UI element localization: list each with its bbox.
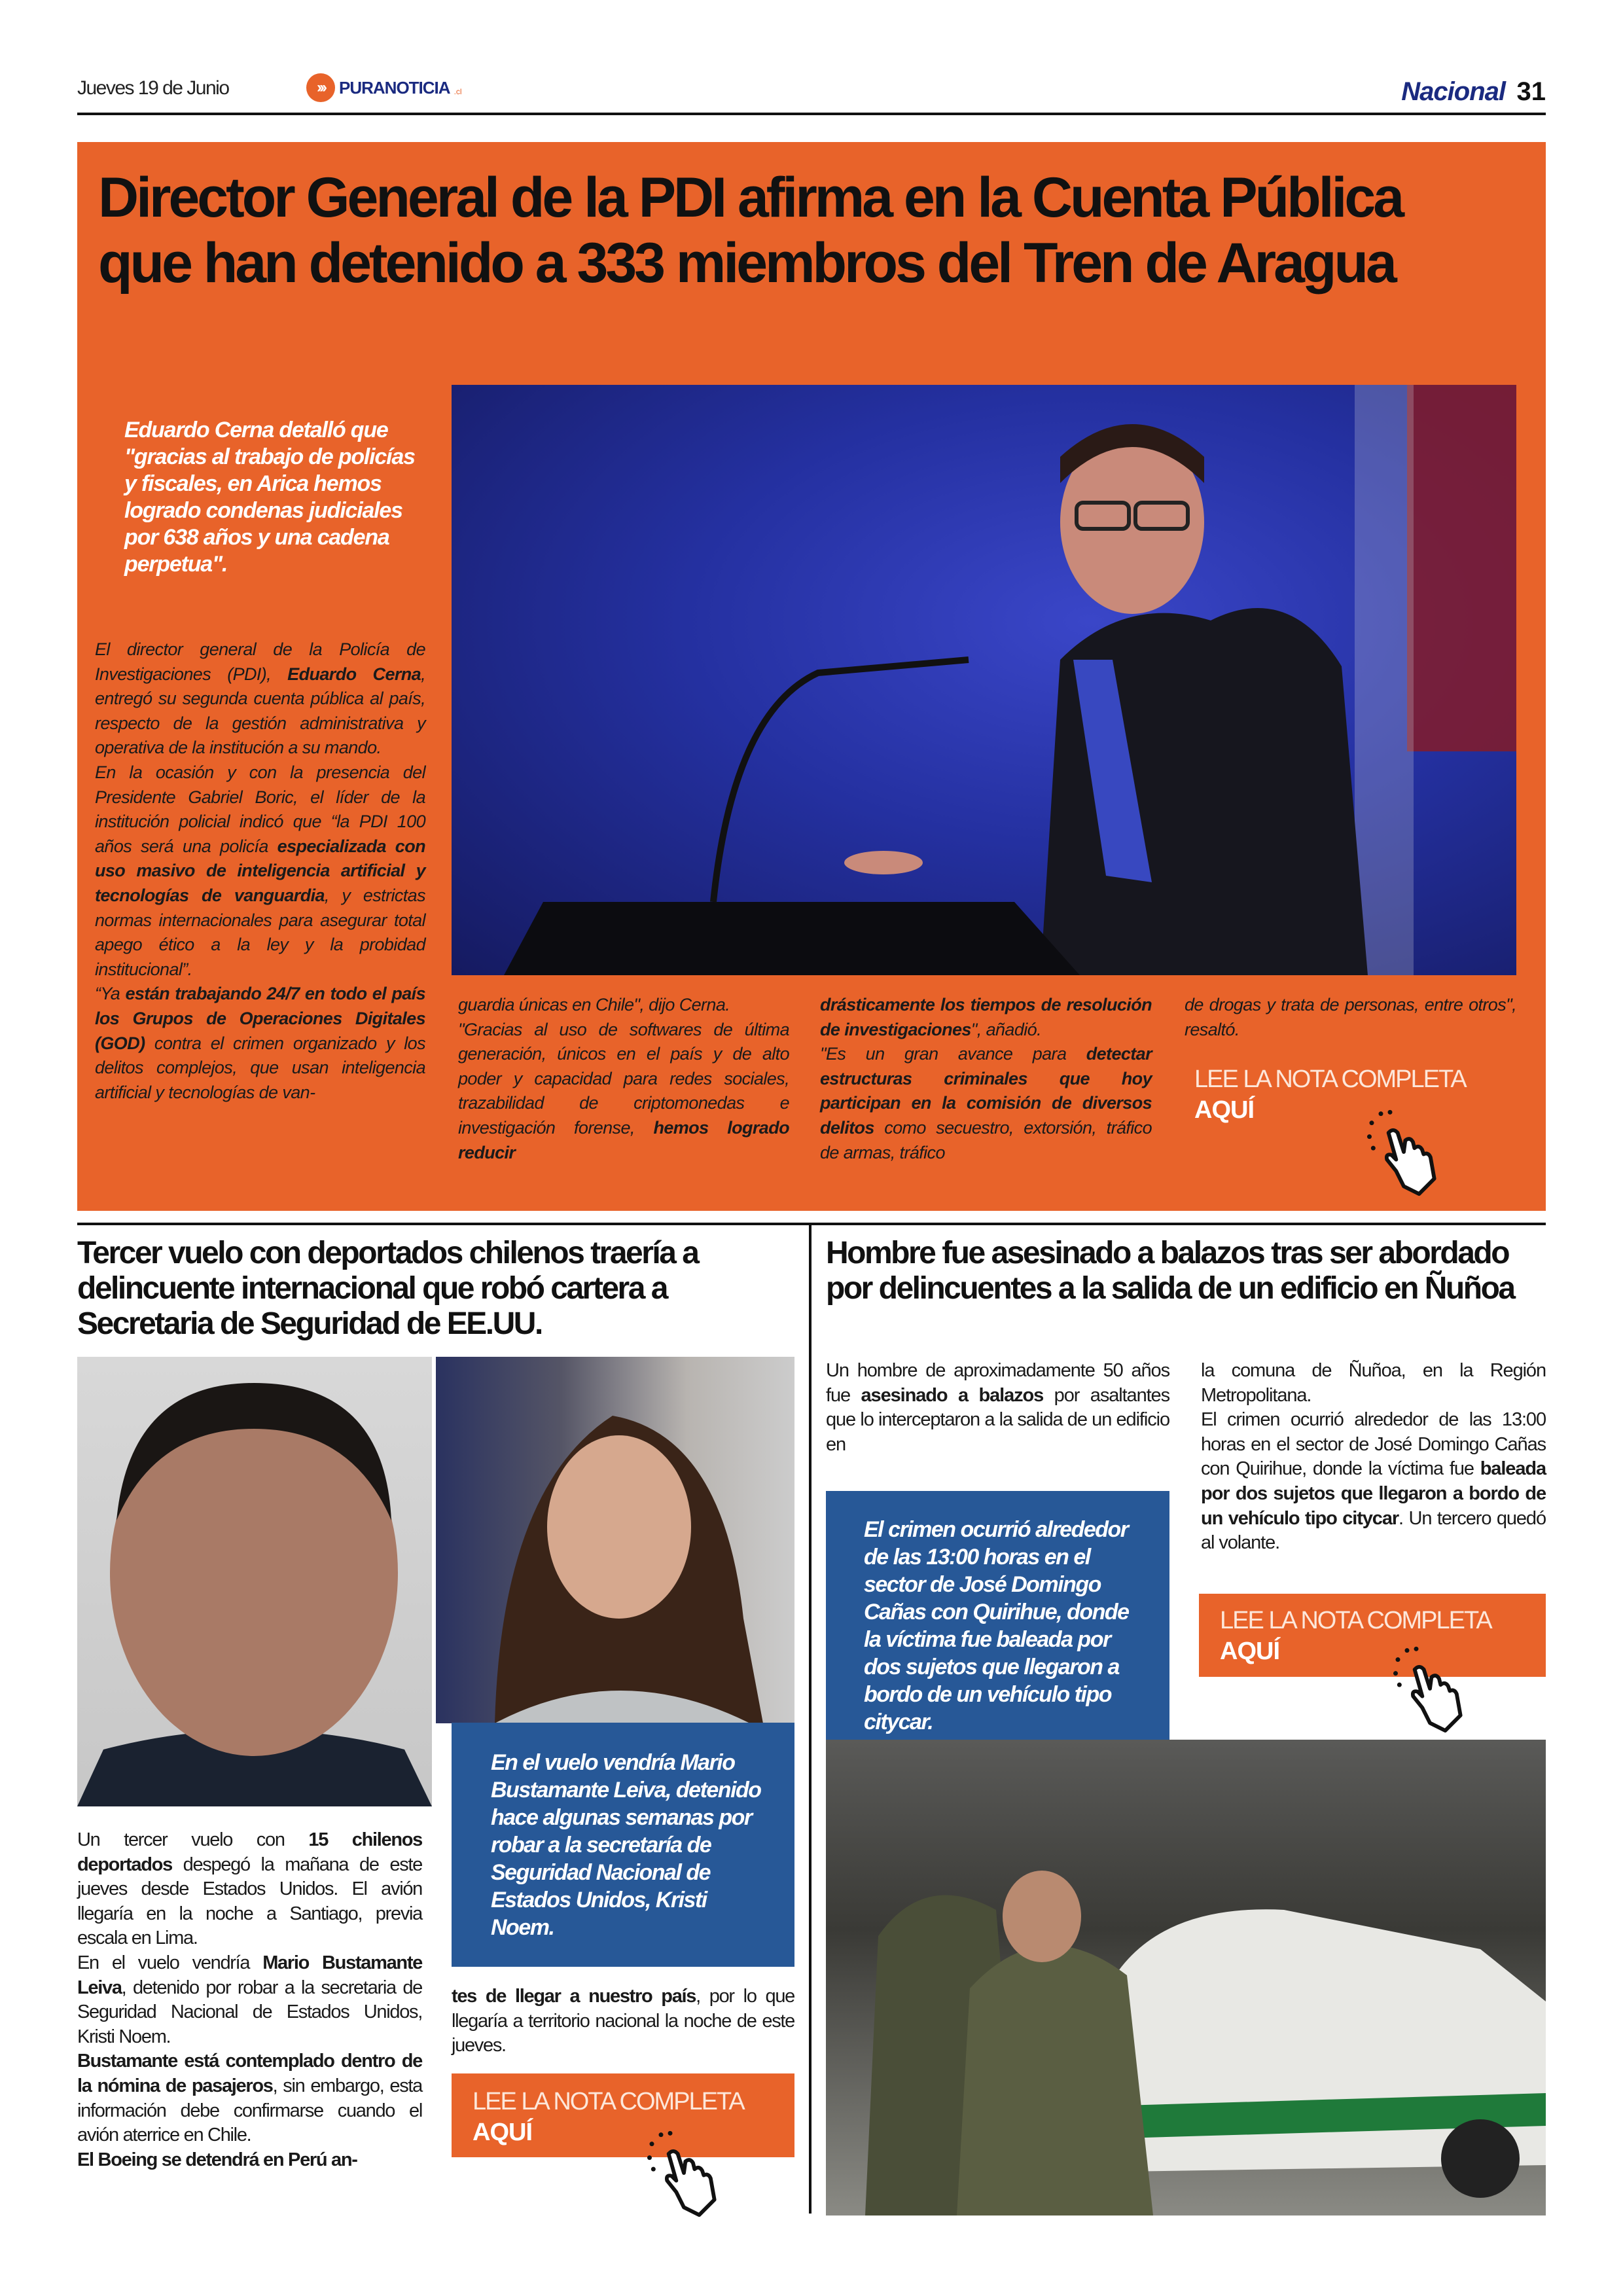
page-number: 31 [1516,77,1546,106]
cta-line2: AQUÍ [473,2119,532,2146]
main-body-col4 [1185,993,1516,1042]
pointing-hand-icon[interactable] [1348,1106,1459,1198]
paragraph [458,1018,789,1166]
bold-text: Mario Bustamante Leiva [77,1952,423,1998]
text: . Un tercero quedó al volante. [1201,1507,1546,1554]
text: por asaltantes que lo interceptaron a la salida de un edificio en [826,1384,1169,1455]
bold-text: detectar estructuras criminales que hoy participan en la comisión de diversos delitos [820,1044,1152,1138]
left-body-col2 [452,1984,794,2058]
text: , por lo que llegaría a territorio nacional la noche de este jueves. [452,1986,795,2056]
carabineros-photo [826,1740,1546,2215]
paragraph [1185,993,1516,1042]
paragraph [77,1951,422,2049]
logo-text: PURANOTICIA [339,77,450,98]
paragraph [820,993,1152,1042]
main-body-col1 [95,637,425,1105]
paragraph [95,761,425,982]
left-headline: Tercer vuelo con deportados chilenos traería a delincuente internacional que robó cartera a Secretaria de Seguridad de EE.UU. [77,1236,698,1341]
left-quote-box: En el vuelo vendría Mario Bustamante Leiva, detenido hace algunas semanas por robar a la secretaría de Seguridad Nacional de Estados Unidos, Kristi Noem. [452,1723,794,1967]
text: El crimen ocurrió alrededor de las 13:00 horas en el sector de José Domingo Cañas con Quirihue, donde la víctima fue [1201,1409,1546,1480]
logo-chevrons-icon: ››› [306,73,335,102]
text: , y estrictas normas internacionales para asegurar total apego ético a la ley y la probidad institucional”. [95,885,425,979]
paragraph [95,637,425,761]
bold-text: baleada por dos sujetos que llegaron a bordo de un vehículo tipo citycar [1201,1458,1546,1529]
text: "Es un gran avance para [820,1044,1086,1064]
text: "Gracias al uso de softwares de última generación, únicos en el país y de alto poder y capacidad para redes sociales, trazabilidad de criptomonedas e investigación forense, [458,1019,789,1138]
logo-suffix: .cl [454,87,462,96]
right-body-col2 [1201,1359,1546,1556]
bold-text: Eduardo Cerna [287,664,421,684]
cta-line2: AQUÍ [1194,1096,1254,1124]
main-body-col2 [458,993,789,1165]
paragraph [826,1359,1169,1457]
right-read-more-link[interactable] [1199,1594,1546,1677]
kristi-noem-photo [436,1357,794,1723]
column-divider [809,1225,812,2214]
text: la comuna de Ñuñoa, en la Región Metropolitana. [1201,1360,1546,1406]
bustamante-mugshot [77,1357,432,1806]
main-pull-quote: Eduardo Cerna detalló que "gracias al trabajo de policías y fiscales, en Arica hemos logrado condenas judiciales por 638 años y una cadena perpetua". [124,418,415,577]
text: Un hombre de aproximadamente 50 años fue [826,1360,1169,1406]
left-body-col1 [77,1828,422,2172]
main-body-col3 [820,993,1152,1165]
text: , sin embargo, esta información debe confirmarse cuando el avión aterrice en Chile. [77,2075,422,2146]
bold-text: drásticamente los tiempos de resolución de investigaciones [820,995,1152,1039]
header-divider [77,113,1546,115]
paragraph [820,1042,1152,1165]
text: como secuestro, extorsión, tráfico de armas, tráfico [820,1117,1152,1162]
text: “Ya [95,984,126,1004]
text: contra el crimen organizado y los delitos complejos, que usan inteligencia artificial y tecnologías de van- [95,1033,425,1102]
section-divider [77,1223,1546,1225]
text: despegó la mañana de este jueves desde Estados Unidos. El avión llegaría en la noche a Santiago, previa escala en Lima. [77,1854,422,1949]
bold-text: hemos logrado reducir [458,1117,789,1162]
right-headline: Hombre fue asesinado a balazos tras ser abordado por delincuentes a la salida de un edificio en Ñuñoa [826,1236,1514,1306]
text: , detenido por robar a la secretaria de Seguridad Nacional de Estados Unidos, Kristi Noem. [77,1977,422,2047]
text: El director general de la Policía de Investigaciones (PDI), [95,639,425,684]
text: de drogas y trata de personas, entre otros", resaltó. [1185,995,1516,1039]
main-headline: Director General de la PDI afirma en la Cuenta Pública que han detenido a 333 miembros del Tren de Aragua [98,166,1402,295]
paragraph [95,982,425,1105]
right-quote-box: El crimen ocurrió alrededor de las 13:00 horas en el sector de José Domingo Cañas con Quirihue, donde la víctima fue baleada por dos sujetos que llegaron a bordo de un vehículo tipo citycar. [826,1491,1169,1791]
paragraph [77,1828,422,1951]
paragraph [77,2148,422,2173]
bold-text: tes de llegar a nuestro país [452,1986,696,2007]
paragraph [452,1984,794,2058]
issue-date: Jueves 19 de Junio [77,77,229,99]
cta-line2: AQUÍ [1220,1638,1279,1665]
bold-text: Bustamante está contemplado dentro de la nómina de pasajeros [77,2051,422,2096]
pointing-hand-icon[interactable] [628,2127,740,2219]
puranoticia-logo[interactable] [306,73,462,102]
text: , entregó su segunda cuenta pública al país, respecto de la gestión administrativa y operativa de la institución a su mando. [95,664,425,758]
paragraph [77,2049,422,2147]
paragraph [1201,1408,1546,1556]
text: En el vuelo vendría [77,1952,263,1973]
bold-text: especializada con uso masivo de inteligencia artificial y tecnologías de vanguardia [95,836,425,905]
text: guardia únicas en Chile", dijo Cerna. [458,995,730,1014]
right-body-col1 [826,1359,1169,1457]
left-read-more-link[interactable] [452,2073,794,2157]
paragraph [458,993,789,1018]
text: ", añadió. [971,1019,1041,1039]
pdi-director-photo [452,385,1516,975]
bold-text: 15 chilenos deportados [77,1829,422,1875]
cta-line1: LEE LA NOTA COMPLETA [1194,1066,1466,1093]
bold-text: asesinado a balazos [861,1384,1044,1406]
text: En la ocasión y con la presencia del Presidente Gabriel Boric, el líder de la institución policial indicó que “la PDI 100 años será una policía [95,762,425,856]
bold-text: están trabajando 24/7 en todo el país los Grupos de Operaciones Digitales (GOD) [95,984,425,1053]
paragraph [1201,1359,1546,1408]
pointing-hand-icon[interactable] [1374,1643,1486,1734]
text: Un tercer vuelo con [77,1829,309,1850]
cta-line1: LEE LA NOTA COMPLETA [1220,1607,1491,1634]
section-name: Nacional [1401,77,1505,106]
cta-line1: LEE LA NOTA COMPLETA [473,2088,744,2115]
bold-text: El Boeing se detendrá en Perú an- [77,2149,357,2170]
